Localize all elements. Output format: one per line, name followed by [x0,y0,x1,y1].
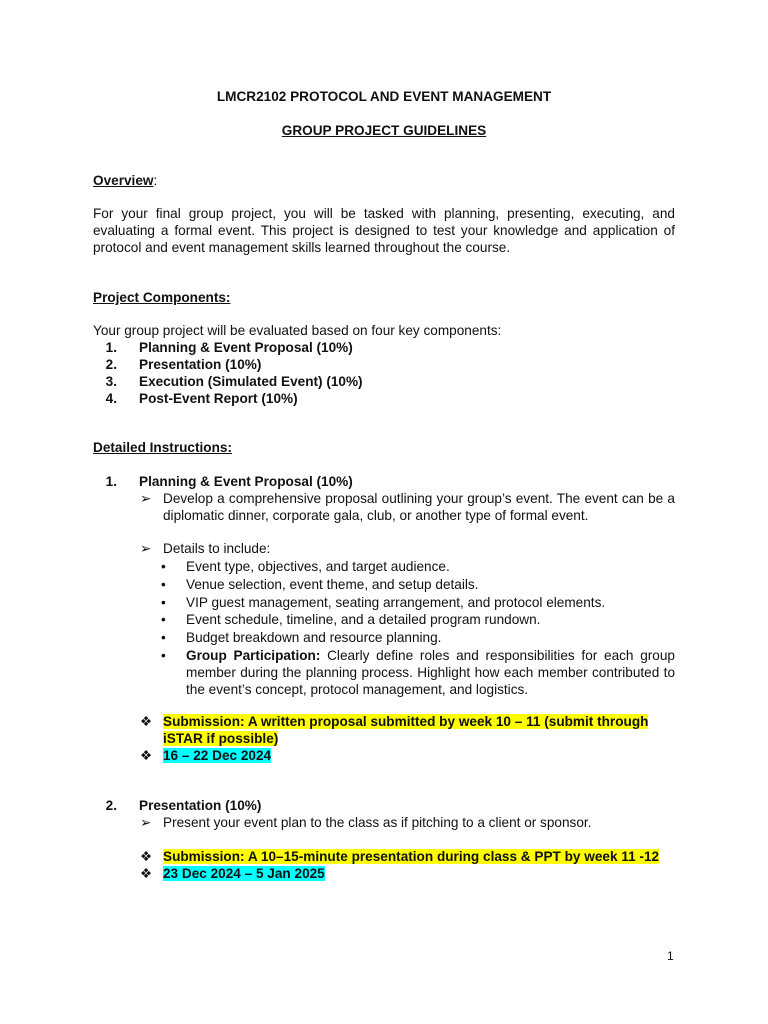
list-item: • Venue selection, event theme, and setup details. [161,576,479,592]
diamond-bullet-icon: ❖ [140,748,153,763]
arrow-bullet-icon: ➢ [140,815,152,830]
overview-text: For your final group project, you will be tasked with planning, presenting, executing, and evaluating a formal event. This project is designed to test your knowledge and application of protocol and event management skills learned throughout the course. [93,206,675,255]
diamond-bullet-icon: ❖ [140,849,153,864]
document-subtitle: GROUP PROJECT GUIDELINES [281,123,487,138]
components-intro: Your group project will be evaluated based on four key components: [93,323,502,338]
list-item: • VIP guest management, seating arrangement, and protocol elements. [161,594,606,610]
list-item: 4. Post-Event Report (10%) [105,391,298,406]
list-item: • Event schedule, timeline, and a detailed program rundown. [161,612,541,628]
overview-heading: Overview: [93,173,158,188]
arrow-bullet-icon: ➢ [140,491,152,506]
list-item: 3. Execution (Simulated Event) (10%) [105,374,363,389]
list-item: • Event type, objectives, and target audience. [161,559,450,574]
list-item: 1. Planning & Event Proposal (10%) [105,340,353,355]
components-list [93,339,675,407]
diamond-bullet-icon: ❖ [140,866,153,881]
list-item: 2. Presentation (10%) [105,357,262,372]
page-number: 1 [667,949,674,963]
bullet-icon: • [161,648,166,663]
section-1-dates: 16 – 22 Dec 2024 [163,748,272,763]
section-2-submission: Submission: A 10–15-minute presentation during class & PPT by week 11 -12 [163,849,660,864]
section-1-submission: Submission: A written proposal submitted by week 10 – 11 (submit through iSTAR if possible) [163,714,649,746]
document-title: LMCR2102 PROTOCOL AND EVENT MANAGEMENT [216,89,552,104]
section-1-arrow-2: Details to include: [163,541,271,556]
section-1-arrow-1: Develop a comprehensive proposal outlining your group’s event. The event can be a diplomatic dinner, corporate gala, club, or another type of formal event. [163,491,675,523]
components-heading: Project Components: [93,290,231,305]
instructions-heading: Detailed Instructions: [93,440,232,455]
list-item: • Budget breakdown and resource planning. [161,630,442,646]
section-2-arrow-1: Present your event plan to the class as if pitching to a client or sponsor. [163,815,592,830]
arrow-bullet-icon: ➢ [140,541,152,556]
details-bullet-list [93,558,675,647]
group-participation-text: Group Participation: Clearly define roles and responsibilities for each group member during the planning process. Highlight how each member contributed to the event’s concept, protocol management, and logistics. [186,648,675,697]
diamond-bullet-icon: ❖ [140,714,153,729]
section-2-dates: 23 Dec 2024 – 5 Jan 2025 [163,866,325,881]
